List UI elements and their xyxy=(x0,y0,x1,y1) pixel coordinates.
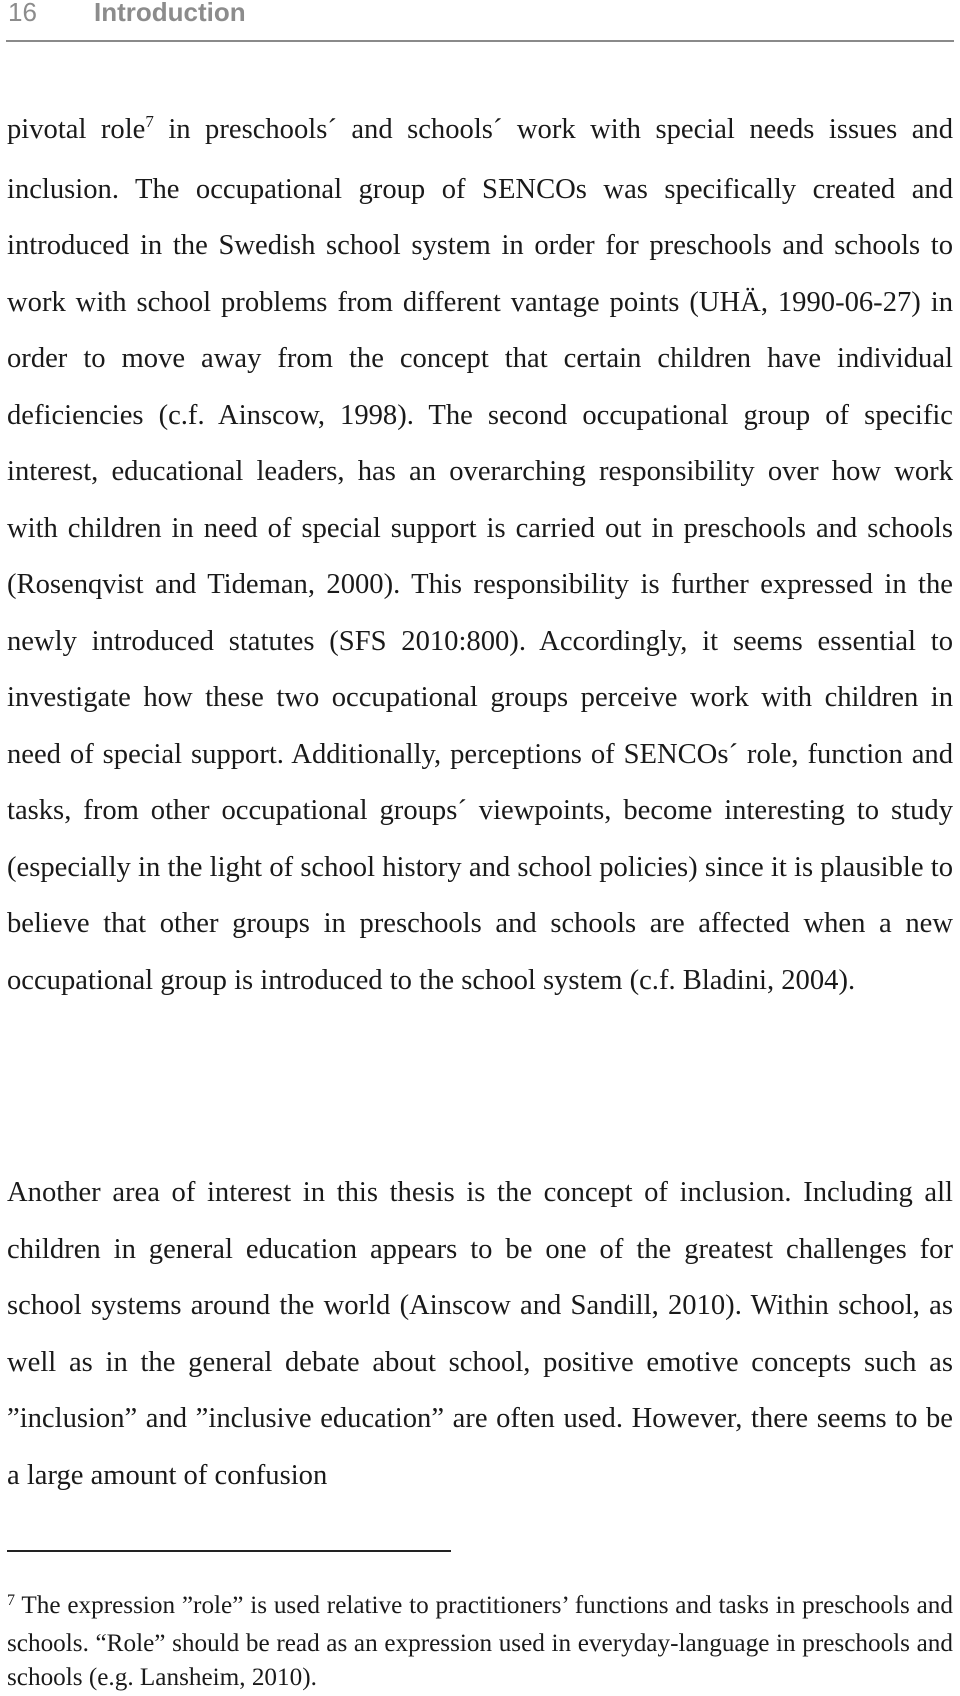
footnote-marker: 7 xyxy=(7,1592,15,1609)
footnote-reference: 7 xyxy=(145,112,154,131)
body-paragraph-1 xyxy=(7,102,953,1009)
footnote-divider xyxy=(7,1550,451,1552)
paragraph-1-rest: in preschools´ and schools´ work with special needs issues and inclusion. The occupational group of SENCOs was specifically created and introduced in the Swedish school system in order for preschools and schools to work with school problems from different vantage points (UHÄ, 1990-06-27) in order to move away from the concept that certain children have individual deficiencies (c.f. Ainscow, 1998). The second occupational group of specific interest, educational leaders, has an overarching responsibility over how work with children in need of special support is carried out in preschools and schools (Rosenqvist and Tideman, 2000). This responsibility is further expressed in the newly introduced statutes (SFS 2010:800). Accordingly, it seems essential to investigate how these two occupational groups perceive work with children in need of special support. Additionally, perceptions of SENCOs´ role, function and tasks, from other occupational groups´ viewpoints, become interesting to study (especially in the light of school history and school policies) since it is plausible to believe that other groups in preschools and schools are affected when a new occupational group is introduced to the school system (c.f. Bladini, 2004). xyxy=(7,114,953,996)
footnote-text: The expression ”role” is used relative to practitioners’ functions and tasks in preschools and schools. “Role” should be read as an expression used in everyday-language in preschools and schools (e.g. Lansheim, 2010). xyxy=(7,1592,953,1691)
running-title: Introduction xyxy=(94,0,246,27)
paragraph-1-start: pivotal role xyxy=(7,114,146,145)
body-paragraph-2: Another area of interest in this thesis is the concept of inclusion. Including all children in general education appears to be one of the greatest challenges for school systems around the world (Ainscow and Sandill, 2010). Within school, as well as in the general debate about school, positive emotive concepts such as ”inclusion” and ”inclusive education” are often used. However, there seems to be a large amount of confusion xyxy=(7,1177,953,1491)
page-number: 16 xyxy=(8,0,37,27)
running-header xyxy=(6,0,954,42)
footnote xyxy=(7,1589,953,1696)
